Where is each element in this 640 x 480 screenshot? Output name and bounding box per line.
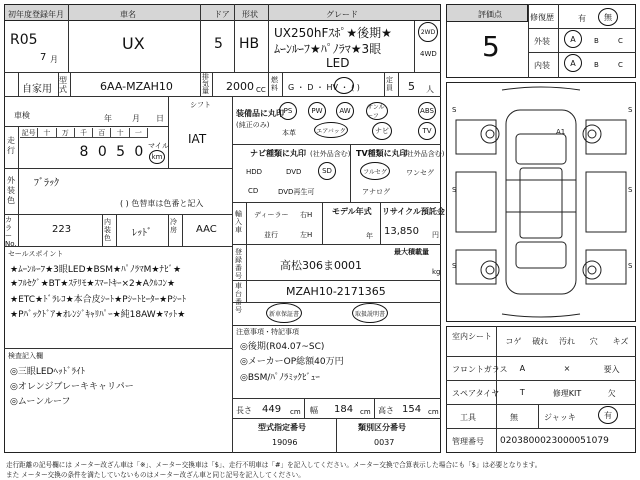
equipment-label: 装備品に丸印 <box>236 109 284 118</box>
equip-abs: ABS <box>418 102 436 120</box>
model-year-unit: 年 <box>366 232 373 240</box>
model-year-label: モデル年式 <box>332 207 372 216</box>
notes-line-2: ◎メーカーOP総額40万円 <box>240 357 344 367</box>
inspector-line-3: ◎ムーンルーフ <box>10 397 71 407</box>
mileage-header-cell: 十 <box>111 128 129 138</box>
tv-fullseg: フルセグ <box>360 162 390 180</box>
diagram-s-6: S <box>628 262 633 270</box>
sales-points-label: セールスポイント <box>8 250 64 258</box>
class-no-label: 類別区分番号 <box>358 423 406 432</box>
chassis-label: 車台番号 <box>235 282 242 314</box>
navi-cd: CD <box>248 187 259 195</box>
drive-4wd: 4WD <box>420 50 437 58</box>
fuel-label: 燃料 <box>271 76 278 92</box>
inspector-line-1: ◎三眼LEDﾍｯﾄﾞﾗｲﾄ <box>10 367 85 377</box>
tv-sub: (社外品含む) <box>404 150 445 158</box>
navi-label: ナビ種類に丸印 <box>250 149 306 158</box>
interior-seat-item: 穴 <box>589 337 598 346</box>
mileage-header-cell: 百 <box>93 128 111 138</box>
mileage-digit: 5 <box>116 144 126 160</box>
notes-line-3: ◎BSM/ﾊﾟﾉﾗﾐｯｸﾋﾞｭｰ <box>240 373 320 383</box>
mileage-grid <box>20 128 148 166</box>
capacity-label: 定員 <box>386 76 393 92</box>
footer-line-1: 走行距離の記号欄には メーター改ざん車は「※」、メーター交換車は「$」、走行不明車は「#」を記入してください。メーター交換で合算表示した場合にも「$」は必要となります。 <box>6 461 542 469</box>
diagram-s-5: S <box>452 262 457 270</box>
model-value: 6AA-MZAH10 <box>100 80 173 93</box>
mileage-digit: 0 <box>134 144 144 160</box>
mgmt-value: 0203800023000051079 <box>500 436 609 446</box>
inspector-label: 検査記入欄 <box>8 352 43 360</box>
grade-line-1: UX250hFｽﾎﾟ★後期★ <box>274 26 392 40</box>
recycle-unit: 円 <box>432 231 439 239</box>
door-label: ドア <box>214 10 230 19</box>
sales-line-1: ★ﾑｰﾝﾙｰﾌ★3眼LED★BSM★ﾊﾟﾉﾗﾏM★ﾅﾋﾞ★ <box>10 265 182 275</box>
equip-sunroof: サンルーフ <box>366 102 388 120</box>
mgmt-label: 管理番号 <box>452 437 484 446</box>
fuel-hv-circle <box>334 77 354 94</box>
grade-label: グレード <box>326 10 358 19</box>
eval-score: 5 <box>482 30 500 63</box>
tv-oneseg: ワンセグ <box>406 169 434 177</box>
exterior-label: 外装 <box>534 37 550 46</box>
shape-label: 形状 <box>242 10 258 19</box>
navi-dvd: DVD <box>286 168 302 176</box>
repair-no: 無 <box>598 8 618 26</box>
eval-label: 評価点 <box>478 10 502 19</box>
jack-value: 有 <box>598 406 618 424</box>
capacity-unit: 人 <box>426 85 434 94</box>
shape-value: HB <box>239 36 260 52</box>
sales-line-4: ★Pﾊﾞｯｸﾄﾞｱ★ｵﾚﾝｼﾞｷｬﾘﾊﾟｰ★純18AW★ﾏｯﾄ★ <box>10 310 186 320</box>
jack-label: ジャッキ <box>544 413 576 422</box>
spare-item: 修理KIT <box>552 389 582 398</box>
mileage-digit <box>20 140 38 164</box>
diagram-s-2: S <box>628 106 633 114</box>
diagram-s-1: S <box>452 106 457 114</box>
mileage-digit: 0 <box>97 144 107 160</box>
mileage-unit-mile: マイル <box>148 142 169 150</box>
mileage-digit <box>57 140 75 164</box>
equip-pw: PW <box>308 102 326 120</box>
doors-value: 5 <box>214 36 223 52</box>
exterior-color-value: ﾌﾞﾗｯｸ <box>34 178 59 189</box>
type-no-label: 型式指定番号 <box>258 423 306 432</box>
color-code-value: 223 <box>52 224 72 235</box>
capacity-value: 5 <box>408 80 415 93</box>
navi-dvd-play: DVD再生可 <box>278 188 315 196</box>
grade-line-3: LED <box>326 56 350 70</box>
month-value: 7 <box>40 52 47 63</box>
spare-items <box>500 388 634 402</box>
inspection-year: 年 <box>104 114 112 123</box>
recycle-label: リサイクル預託金 <box>382 207 445 216</box>
car-name-value: UX <box>122 34 145 53</box>
registration-label: 登録番号 <box>235 248 242 280</box>
equip-aw: AW <box>336 102 354 120</box>
mileage-header-cell: 万 <box>57 128 75 138</box>
import-left: 左H <box>300 231 313 239</box>
length-value: 449 <box>262 404 282 415</box>
notes-line-1: ◎後期(R04.07~SC) <box>240 342 325 352</box>
model-label: 型式 <box>59 76 67 94</box>
displacement-value: 2000 <box>226 80 254 93</box>
tv-label: TV種類に丸印 <box>356 149 408 158</box>
spare-item: T <box>519 388 525 397</box>
interior-seat-items <box>500 336 634 350</box>
grade-line-2: ﾑｰﾝﾙｰﾌ★ﾊﾟﾉﾗﾏ★3眼 <box>274 42 382 56</box>
mileage-digit <box>38 140 56 164</box>
month-unit: 月 <box>50 55 58 64</box>
navi-sd: SD <box>318 162 336 180</box>
diagram-s-4: S <box>628 186 633 194</box>
class-no-value: 0037 <box>374 438 395 447</box>
height-label: 高さ <box>378 406 394 415</box>
interior-color-label: 内装色 <box>104 218 111 242</box>
use-value: 自家用 <box>22 84 52 95</box>
mileage-header-cell: 記号 <box>20 128 38 138</box>
interior-seat-item: 破れ <box>532 337 549 346</box>
max-load-unit: kg <box>432 268 441 276</box>
width-value: 184 <box>334 404 354 415</box>
inspection-label: 車検 <box>14 111 30 120</box>
equipment-sublabel: (純正のみ) <box>236 121 270 129</box>
interior-a: A <box>564 54 582 72</box>
diagram-mark: A1 <box>556 128 566 136</box>
ac-label: 冷房 <box>170 218 177 234</box>
interior-seat-label: 室内シート <box>452 332 492 341</box>
repair-label: 修復歴 <box>530 13 554 22</box>
year-label: 初年度登録年月 <box>8 10 64 19</box>
mileage-digit: 8 <box>79 144 89 160</box>
new-car-warranty: 新車保証書 <box>266 303 302 323</box>
navi-hdd: HDD <box>246 168 263 176</box>
owners-manual: 取扱説明書 <box>352 303 388 323</box>
navi-sub: (社外品含む) <box>310 150 351 158</box>
import-parallel: 並行 <box>264 231 278 239</box>
glass-items <box>500 364 634 378</box>
mileage-label: 走行 <box>7 136 15 155</box>
import-right: 右H <box>300 211 313 219</box>
recycle-value: 13,850 <box>384 226 419 237</box>
width-label: 幅 <box>310 406 318 415</box>
exterior-b: B <box>594 37 599 45</box>
drive-2wd-circle: 2WD <box>418 22 438 42</box>
spare-item: 欠 <box>607 389 616 398</box>
car-name-label: 車名 <box>120 10 136 19</box>
glass-label: フロントガラス <box>452 365 508 374</box>
equip-ps: PS <box>279 102 297 120</box>
sales-line-3: ★ETC★ﾄﾞﾗﾚｺ★本合皮ｼｰﾄ★Pｼｰﾄﾋｰﾀｰ★Pｼｰﾄ <box>10 295 187 305</box>
spare-tire-label: スペアタイヤ <box>452 389 500 398</box>
color-code-label: カラーNo. <box>5 216 17 248</box>
exterior-c: C <box>618 37 623 45</box>
import-dealer: ディーラー <box>254 211 289 219</box>
ac-value: AAC <box>196 224 217 235</box>
width-unit: cm <box>360 408 371 416</box>
year-value: R05 <box>10 32 38 48</box>
type-no-value: 19096 <box>272 438 298 447</box>
color-note: ( ) 色替車は色番と記入 <box>120 199 204 208</box>
mileage-header-cell: 十 <box>38 128 56 138</box>
footer-line-2: また メーター交換の条件を満たしていないものはメーター改ざん車と同じ記号を記入してください。 <box>6 471 305 479</box>
car-diagram-icon <box>446 82 636 322</box>
glass-item: A <box>519 364 526 373</box>
inspection-day: 日 <box>156 114 164 123</box>
displacement-label: 排気量 <box>202 73 209 95</box>
repair-yes: 有 <box>578 14 586 23</box>
exterior-color-label: 外装色 <box>7 176 15 205</box>
cc-unit: CC <box>256 86 266 94</box>
length-unit: cm <box>290 408 301 416</box>
mileage-header-cell: 一 <box>130 128 148 138</box>
tv-analog: アナログ <box>362 188 390 196</box>
inspector-line-2: ◎オレンジブレーキキャリパー <box>10 382 134 392</box>
glass-item: 要入 <box>603 365 620 374</box>
mileage-unit-km: km <box>149 150 165 164</box>
length-label: 長さ <box>236 406 252 415</box>
interior-seat-item: 汚れ <box>558 337 575 346</box>
fuel-options: G ・ D ・ HV ・ ( ) <box>288 83 360 92</box>
exterior-a: A <box>564 30 582 48</box>
interior-c: C <box>618 61 623 69</box>
registration-value: 高松306ま0001 <box>280 259 362 272</box>
equip-airbag: エアバック <box>314 122 348 138</box>
chassis-value: MZAH10-2171365 <box>286 285 386 298</box>
interior-seat-item: コゲ <box>505 337 522 346</box>
notes-label: 注意事項・特記事項 <box>236 328 299 336</box>
equip-leather: 本革 <box>282 129 296 137</box>
diagram-s-3: S <box>452 186 457 194</box>
interior-b: B <box>594 61 599 69</box>
shift-value: IAT <box>188 132 207 146</box>
sales-line-2: ★ﾌﾙｾｸﾞ★BT★ｽﾃﾘﾓ★ｽﾏｰﾄｷｰ×2★Aｸﾙｺﾝ★ <box>10 279 176 289</box>
interior-color-value: ﾚｯﾄﾞ <box>132 228 152 239</box>
max-load-label: 最大積載量 <box>394 248 429 256</box>
height-value: 154 <box>402 404 422 415</box>
interior-seat-item: キズ <box>612 337 629 346</box>
tools-value: 無 <box>510 413 518 422</box>
equip-tv: TV <box>418 122 436 140</box>
inspection-month: 月 <box>132 114 140 123</box>
equip-navi: ナビ <box>372 122 392 140</box>
height-unit: cm <box>428 408 439 416</box>
glass-item: × <box>563 364 571 373</box>
mileage-header-cell: 千 <box>75 128 93 138</box>
tools-label: 工具 <box>460 413 476 422</box>
import-label: 輸入車 <box>235 210 242 234</box>
shift-label: シフト <box>190 101 211 109</box>
interior-label: 内装 <box>534 61 550 70</box>
